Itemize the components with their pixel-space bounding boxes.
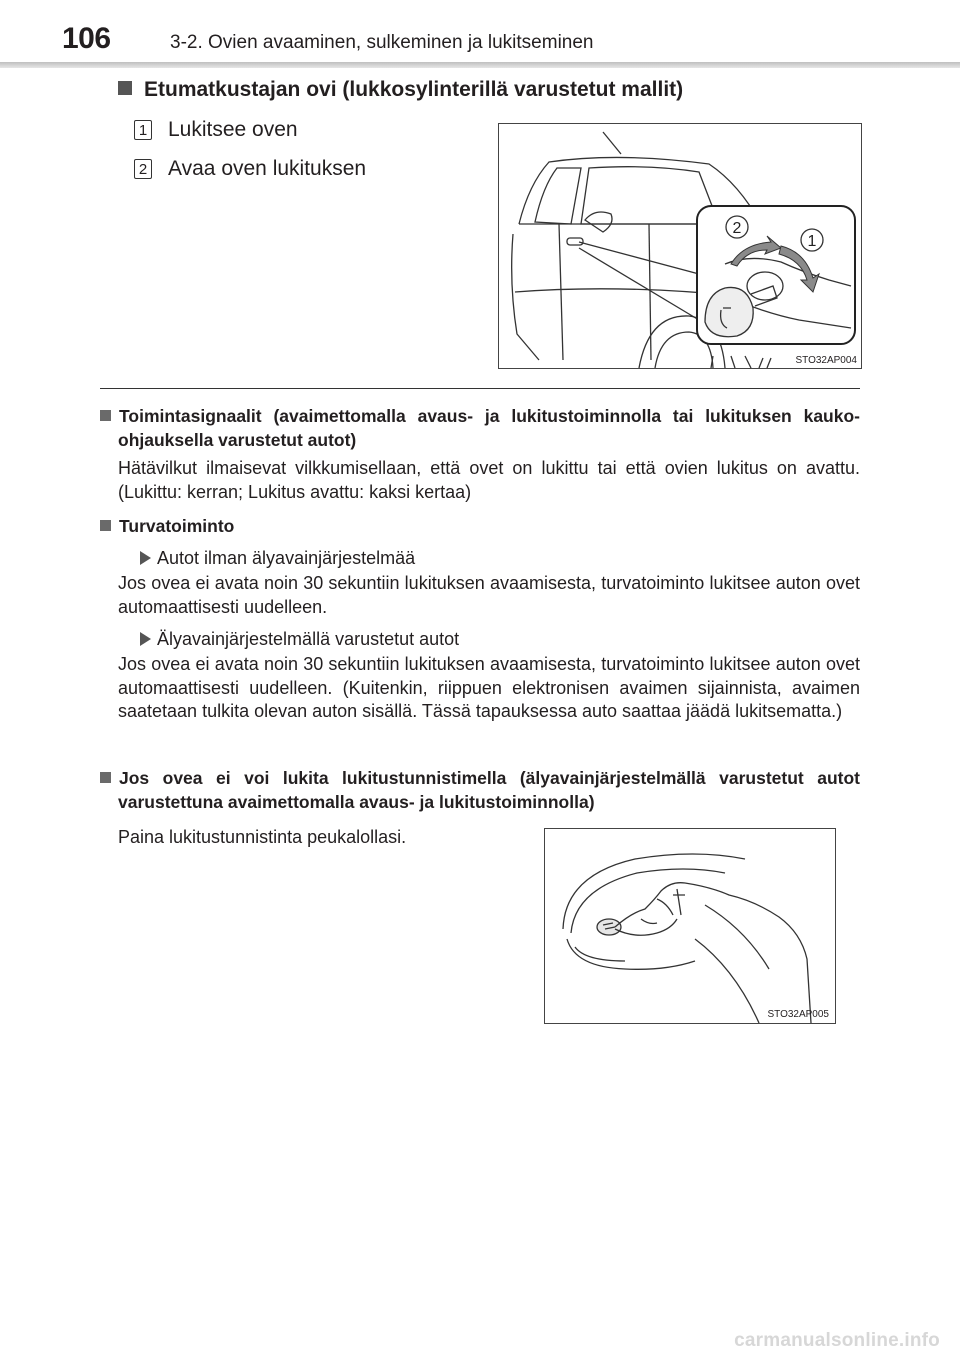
note-security-function: [100, 514, 860, 724]
note-operation-signals: [100, 404, 860, 504]
numbered-item-1: [134, 118, 298, 142]
subsection-body: Jos ovea ei avata noin 30 sekuntiin lukituksen avaamisesta, turvatoiminto lukitsee auton ovet automaattisesti uudelleen.: [118, 573, 860, 617]
subsection-label-text: Autot ilman älyavainjärjestelmää: [157, 548, 416, 568]
note-heading: [100, 404, 860, 452]
square-bullet-icon: [100, 410, 111, 421]
square-bullet-icon: [100, 772, 111, 783]
car-door-illustration: [499, 124, 861, 368]
subsection-label: [100, 546, 860, 570]
note-heading-text: Jos ovea ei voi lukita lukitustunnistimella (älyavainjärjestelmällä varustetut autot varustettuna avaimettomalla avaus- ja lukitustoiminnolla): [118, 768, 860, 812]
section-title-text: Etumatkustajan ovi (lukkosylinterillä varustetut mallit): [144, 78, 684, 101]
note-body: Hätävilkut ilmaisevat vilkkumisellaan, että ovet on lukittu tai että ovien lukitus on avattu. (Lukittu: kerran; Lukitus avattu: kaksi kertaa): [118, 458, 860, 502]
door-handle-thumb-illustration: [545, 829, 835, 1023]
figure-lock-sensor: [544, 828, 836, 1024]
subsection-body: Jos ovea ei avata noin 30 sekuntiin lukituksen avaamisesta, turvatoiminto lukitsee auton ovet automaattisesti uudelleen. (Kuitenkin, riippuen elektronisen avaimen sijainnista, avaimen saatetaan tulkita olevan auton sisällä. Tässä tapauksessa auto saattaa jäädä lukitsematta.): [118, 654, 860, 721]
footer-watermark: carmanualsonline.info: [734, 1330, 940, 1351]
numbered-item-2: [134, 157, 366, 181]
note-heading-text: Toimintasignaalit (avaimettomalla avaus- ja lukitustoiminnolla tai lukituksen kauko-ohjauksella varustetut autot): [118, 406, 860, 450]
figure-code: STO32AP005: [767, 1009, 829, 1020]
triangle-bullet-icon: [140, 551, 151, 565]
note-heading: [100, 766, 860, 814]
section-title: [118, 78, 683, 102]
numbered-item-text: Lukitsee oven: [168, 118, 298, 141]
page-number: 106: [62, 22, 111, 55]
note-heading: [100, 514, 860, 538]
svg-text:2: 2: [732, 220, 742, 237]
subsection-label: [100, 627, 860, 651]
figure-code: STO32AP004: [795, 355, 857, 366]
note-heading-text: Turvatoiminto: [119, 516, 235, 536]
section-divider: [100, 388, 860, 389]
square-bullet-icon: [100, 520, 111, 531]
number-badge: 2: [134, 159, 152, 179]
subsection-label-text: Älyavainjärjestelmällä varustetut autot: [157, 629, 460, 649]
numbered-item-text: Avaa oven lukituksen: [168, 157, 367, 180]
note-body: Paina lukitustunnistinta peukalollasi.: [118, 827, 407, 847]
triangle-bullet-icon: [140, 632, 151, 646]
number-badge: 1: [134, 120, 152, 140]
figure-door-lock: [498, 123, 862, 369]
svg-text:1: 1: [807, 233, 817, 250]
square-bullet-icon: [118, 81, 132, 95]
running-head: 3-2. Ovien avaaminen, sulkeminen ja lukitseminen: [170, 32, 594, 53]
header-rule: [0, 62, 960, 68]
